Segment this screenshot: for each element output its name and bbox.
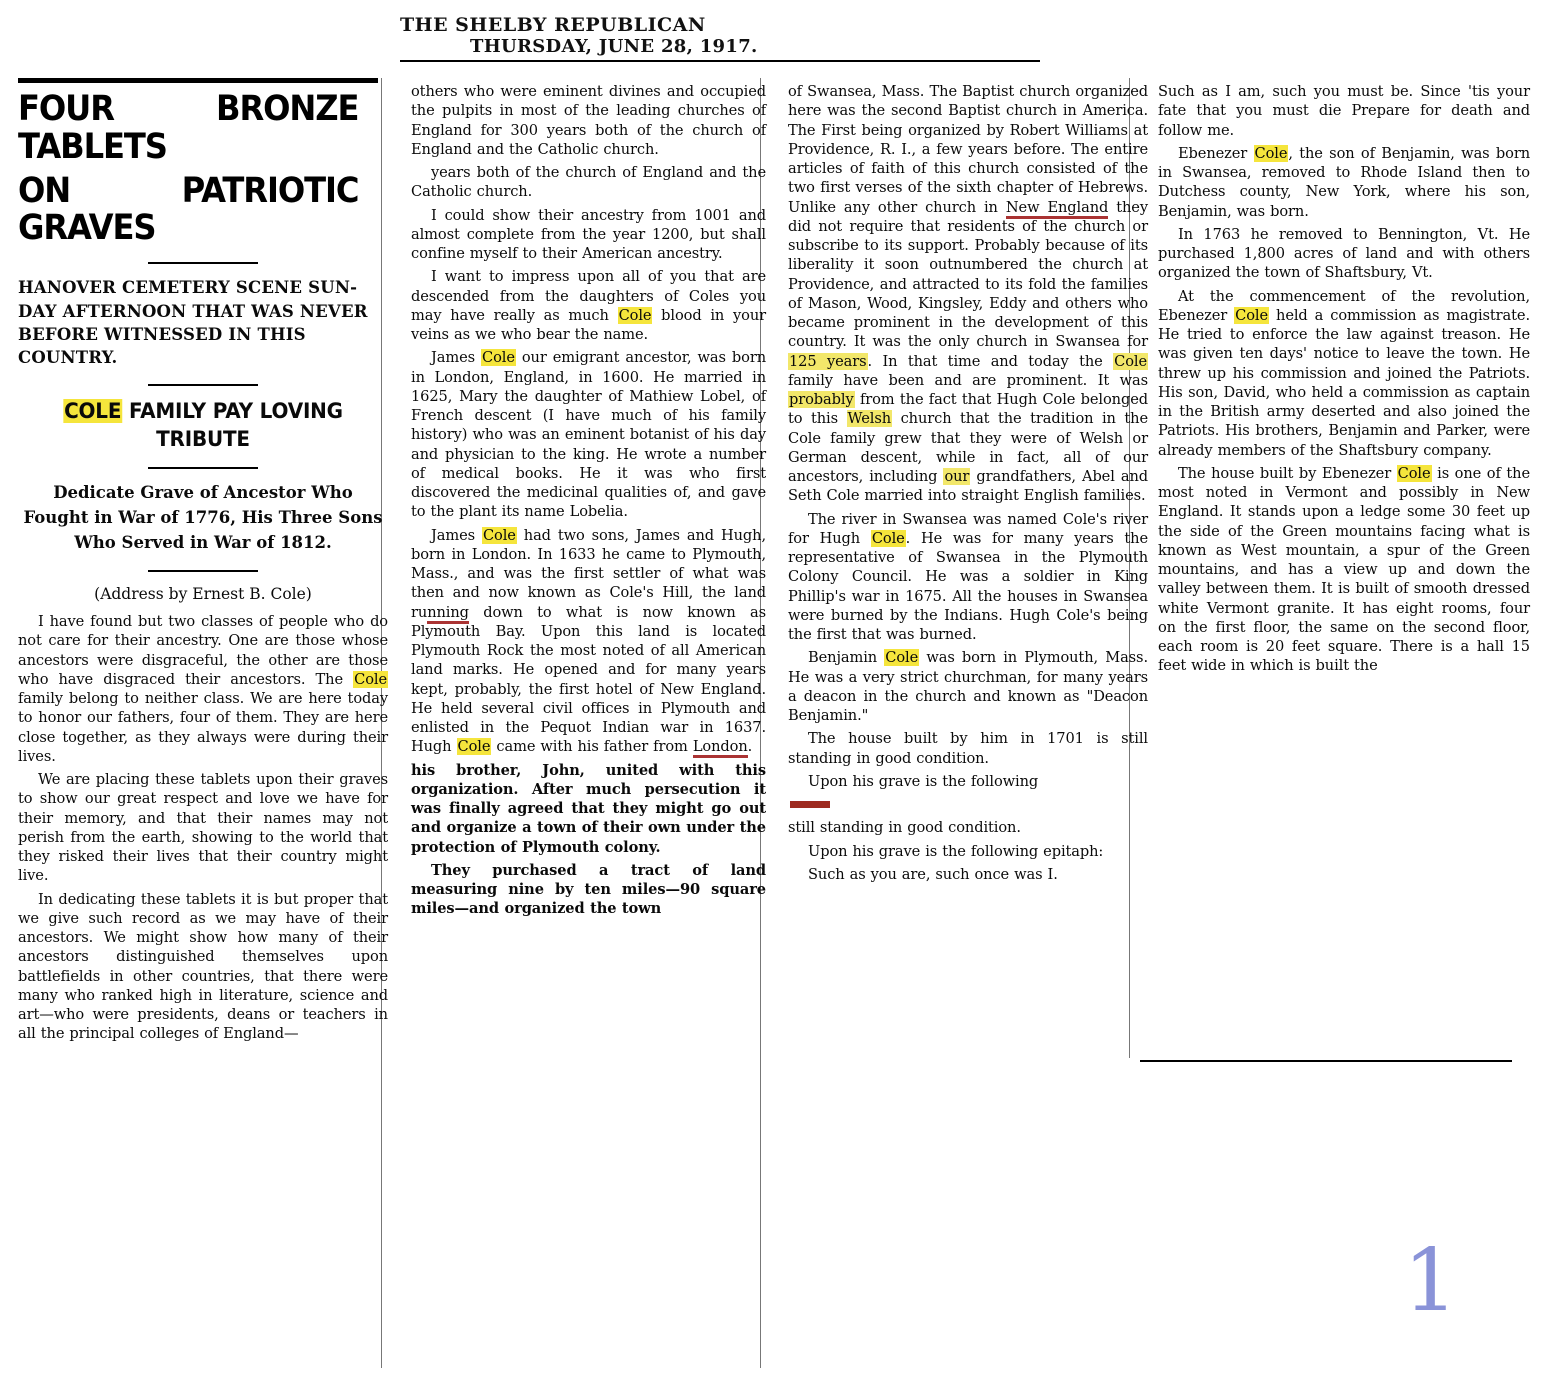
paragraph: I want to impress upon all of you that are descended from the daughters of Coles you may have really as much Cole blood in your veins as we who bear the name. (411, 268, 766, 343)
byline: (Address by Ernest B. Cole) (94, 584, 312, 603)
page-number: 1 (1403, 1231, 1458, 1331)
paragraph: The house built by him in 1701 is still standing in good condition. (788, 730, 1148, 767)
paragraph: others who were eminent divines and occupied the pulpits in most of the leading churches of England for 300 years both of the church of England and the Catholic church. (411, 83, 766, 158)
paragraph: Upon his grave is the following epitaph: (808, 842, 1104, 860)
newspaper-title: THE SHELBY REPUBLICAN (400, 14, 706, 36)
subhead-cole-rest: FAMILY PAY LOVING TRIBUTE (122, 398, 343, 451)
paragraph: In dedicating these tablets it is but proper that we give such record as we may have of their ancestors. We might show how many of their ancestors distinguished themselves upon battlefields in other countries, that there were many who ranked high in literature, science and art—who were presidents, deans or teachers in all the principal colleges of England— (18, 890, 388, 1043)
subhead-cole-family (27, 398, 379, 453)
paragraph: The house built by Ebenezer Cole is one of the most noted in Vermont and possibly in New England. It stands upon a ledge some 30 feet up the side of the Green mountains facing what is known as West mountain, a spur of the Green mountains, and has a view up and down the valley between them. It is built of smooth dressed white Vermont granite. It has eight rooms, four on the first floor, the same on the second floor, each room is 20 feet square. There is a hall 15 feet wide in which is built the (1158, 464, 1530, 675)
column-4 (1158, 78, 1530, 680)
masthead (400, 14, 1040, 62)
paragraph: The river in Swansea was named Cole's river for Hugh Cole. He was for many years the representative of Swansea in the Plymouth Colony Council. He was a soldier in King Phillip's war in 1675. All the houses in Swansea were burned by the Indians. Hugh Cole's being the first that was burned. (788, 510, 1148, 643)
subhead-divider (148, 467, 258, 469)
highlight-cole: COLE (64, 398, 122, 423)
headline-deck-2: Dedicate Grave of Ancestor Who Fought in War of 1776, His Three Sons Who Served in War of 1812. (23, 483, 383, 552)
redaction-mark (790, 801, 830, 808)
headline-line-2: ON PATRIOTIC GRAVES (18, 170, 359, 249)
deck2-divider (148, 570, 258, 572)
paragraph: of Swansea, Mass. The Baptist church organized here was the second Baptist church in America. The First being organized by Robert Williams at Providence, R. I., a few years before. The entire articles of faith of this church consisted of the two first verses of the sixth chapter of Hebrews. Unlike any other church in New England they did not require that residents of the church or subscribe to its support. Probably because of its liberality it soon outnumbered the church at Providence, and attracted to its fold the families of Mason, Wood, Kingsley, Eddy and others who became prominent in the development of this country. It was the only church in Swansea for 125 years. In that time and today the Cole family have been and are prominent. It was probably from the fact that Hugh Cole belonged to this Welsh church that the tradition in the Cole family grew that they were of Welsh or German descent, while in fact, all of our ancestors, including our grandfathers, Abel and Seth Cole married into straight English families. (788, 83, 1148, 505)
paragraph: Ebenezer Cole, the son of Benjamin, was born in Swansea, removed to Rhode Island then to Dutchess county, New York, where his son, Benjamin, was born. (1158, 144, 1530, 220)
paragraph: I have found but two classes of people who do not care for their ancestry. One are those whose ancestors were disgraceful, the other are those who have disgraced their ancestors. The Cole family belong to neither class. We are here today to honor our fathers, four of them. They are here close together, as they always were during their lives. (18, 613, 388, 765)
paragraph: Such as you are, such once was I. (808, 865, 1058, 883)
paragraph: Upon his grave is the following (808, 772, 1039, 790)
paragraph: Such as I am, such you must be. Since 'tis your fate that you must die Prepare for death and follow me. (1158, 83, 1530, 139)
paragraph: I could show their ancestry from 1001 and almost complete from the year 1200, but shall confine myself to their American ancestry. (411, 206, 766, 262)
paragraph: They purchased a tract of land measuring nine by ten miles—90 square miles—and organized the town (411, 861, 766, 918)
headline-deck: HANOVER CEMETERY SCENE SUN-DAY AFTERNOON THAT WAS NEVER BEFORE WITNESSED IN THIS COUNTRY. (18, 278, 368, 368)
column-1 (18, 78, 388, 1048)
newspaper-date: THURSDAY, JUNE 28, 1917. (470, 36, 758, 57)
headline-divider (148, 262, 258, 264)
deck-divider (148, 384, 258, 386)
headline-line-1: FOUR BRONZE TABLETS (18, 89, 359, 167)
paragraph: At the commencement of the revolution, Ebenezer Cole held a commission as magistrate. He tried to enforce the law against treason. He was given ten days' notice to leave the town. He threw up his commission and joined the Patriots. His son, David, who held a commission as captain in the British army deserted and also joined the Patriots. His brothers, Benjamin and Parker, were already members of the Shaftsbury company. (1158, 287, 1530, 459)
paragraph: James Cole had two sons, James and Hugh, born in London. In 1633 he came to Plymouth, Mass., and was the first settler of what was then and now known as Cole's Hill, the land running down to what is now known as Plymouth Bay. Upon this land is located Plymouth Rock the most noted of all American land marks. He opened and for many years kept, probably, the first hotel of New England. He held several civil offices in Plymouth and enlisted in the Pequot Indian war in 1637. Hugh Cole came with his father from London. (411, 526, 766, 757)
paragraph-struck (788, 795, 1148, 814)
paragraph: James Cole our emigrant ancestor, was born in London, England, in 1600. He married in 1625, Mary the daughter of Mathiew Lobel, of French descent (I have much of his family history) who was an eminent botanist of his day and physician to the king. He wrote a number of medical books. He it was who first discovered the medicinal qualities of, and gave to the plant its name Lobelia. (411, 349, 766, 521)
headline-top-rule (18, 78, 378, 83)
paragraph: still standing in good condition. (788, 819, 1021, 837)
paragraph: his brother, John, united with this organization. After much persecution it was finally agreed that they might go out and organize a town of their own under the protection of Plymouth colony. (411, 761, 766, 856)
paragraph: We are placing these tablets upon their graves to show our great respect and love we have for their memory, and that their names may not perish from the earth, showing to the world that they risked their lives that their country might live. (18, 771, 388, 885)
paragraph: In 1763 he removed to Bennington, Vt. He purchased 1,800 acres of land and with others organized the town of Shaftsbury, Vt. (1158, 225, 1530, 282)
article-columns (18, 78, 1532, 1378)
column-2 (411, 78, 766, 923)
paragraph: Benjamin Cole was born in Plymouth, Mass. He was a very strict churchman, for many years a deacon in the church and known as "Deacon Benjamin." (788, 649, 1148, 724)
paragraph: years both of the church of England and the Catholic church. (411, 164, 766, 201)
column-3 (788, 78, 1148, 888)
